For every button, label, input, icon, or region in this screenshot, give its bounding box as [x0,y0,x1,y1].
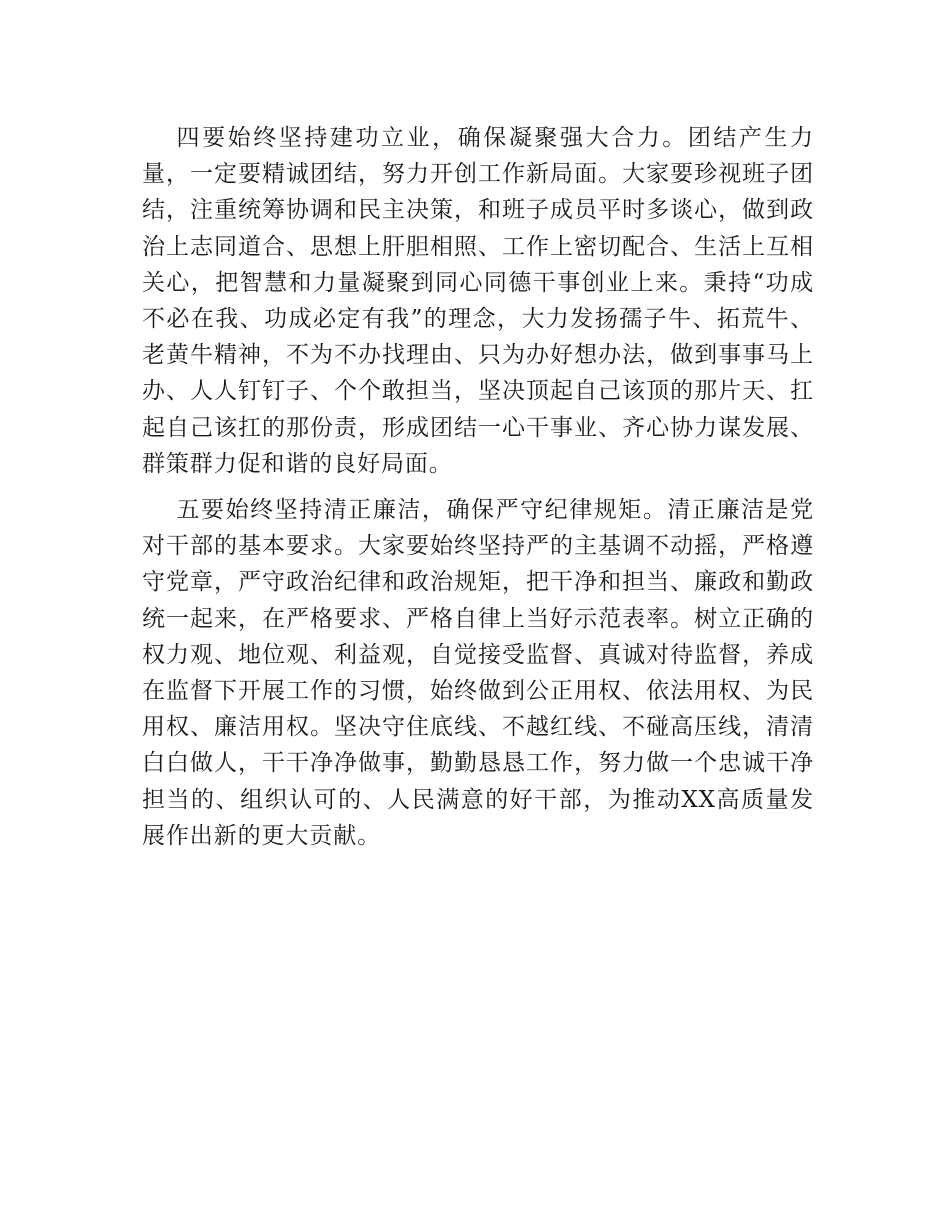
paragraph-1: 四要始终坚持建功立业，确保凝聚强大合力。团结产生力量，一定要精诚团结，努力开创工作新局面。大家要珍视班子团结，注重统筹协调和民主决策，和班子成员平时多谈心，做到政治上志同道合、思想上肝胆相照、工作上密切配合、生活上互相关心，把智慧和力量凝聚到同心同德干事创业上来。秉持“功成不必在我、功成必定有我”的理念，大力发扬孺子牛、拓荒牛、老黄牛精神，不为不办找理由、只为办好想办法，做到事事马上办、人人钉钉子、个个敢担当，坚决顶起自己该顶的那片天、扛起自己该扛的那份责，形成团结一心干事业、齐心协力谋发展、群策群力促和谐的良好局面。 [142,125,814,477]
paragraph-2: 五要始终坚持清正廉洁，确保严守纪律规矩。清正廉洁是党对干部的基本要求。大家要始终坚持严的主基调不动摇，严格遵守党章，严守政治纪律和政治规矩，把干净和担当、廉政和勤政统一起来，在严格要求、严格自律上当好示范表率。树立正确的权力观、地位观、利益观，自觉接受监督、真诚对待监督，养成在监督下开展工作的习惯，始终做到公正用权、依法用权、为民用权、廉洁用权。坚决守住底线、不越红线、不碰高压线，清清白白做人，干干净净做事，勤勤恳恳工作，努力做一个忠诚干净担当的、组织认可的、人民满意的好干部，为推动XX高质量发展作出新的更大贡献。 [142,497,814,849]
document-body [142,120,814,864]
